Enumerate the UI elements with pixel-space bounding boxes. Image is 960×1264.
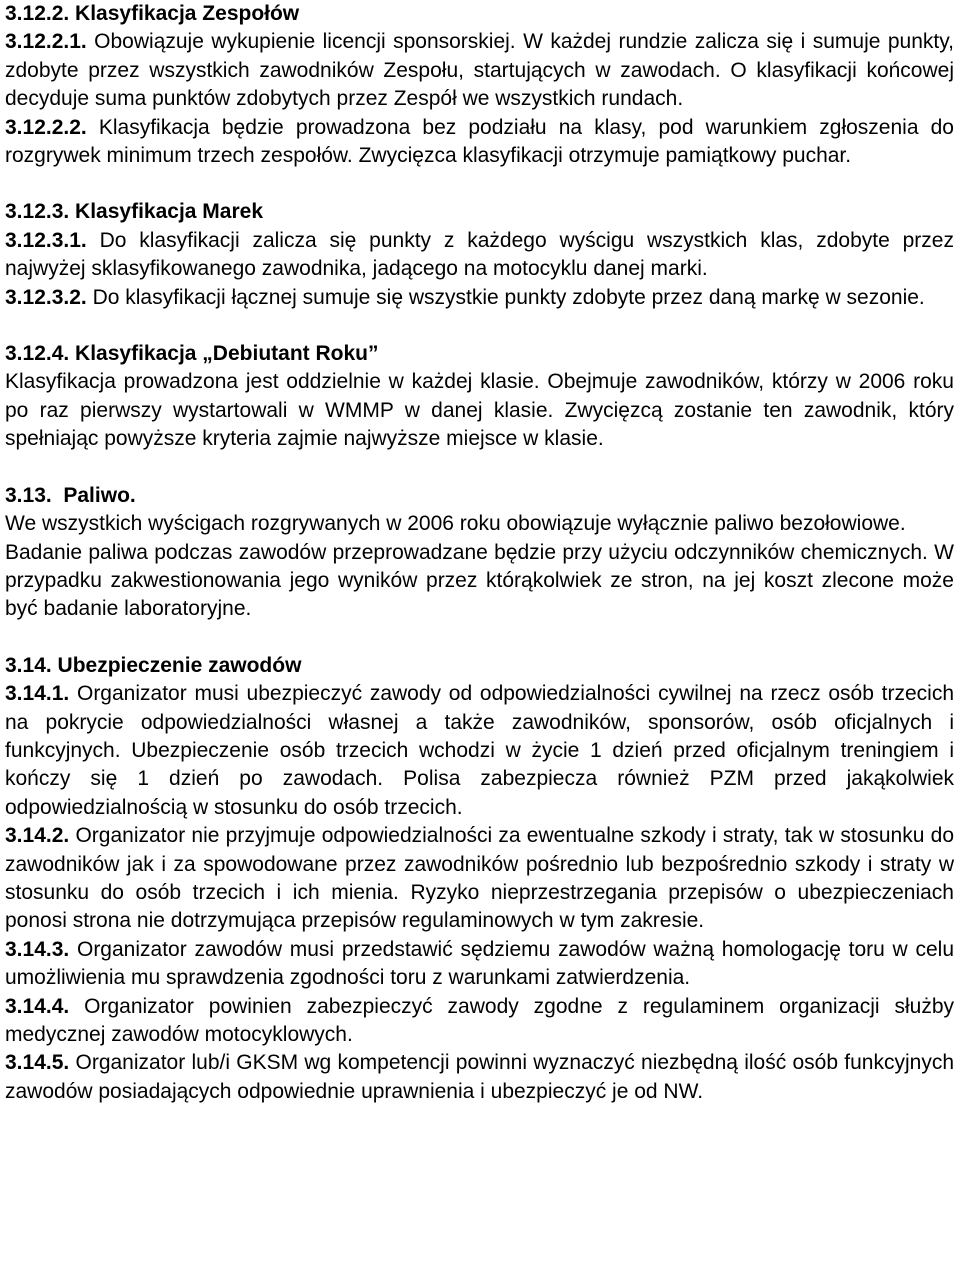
paragraph-3-14-3 [5, 936, 954, 993]
paragraph-number: 3.14.3. [5, 937, 70, 961]
paragraph-text: Organizator zawodów musi przedstawić sędziemu zawodów ważną homologację toru w celu umożliwienia mu sprawdzenia zgodności toru z warunkami zatwierdzenia. [5, 937, 954, 990]
paragraph-3-13-fuel: We wszystkich wyścigach rozgrywanych w 2006 roku obowiązuje wyłącznie paliwo bezołowiowe. [5, 512, 906, 536]
spacer [5, 454, 954, 482]
paragraph-3-13-testing: Badanie paliwa podczas zawodów przeprowadzane będzie przy użyciu odczynników chemicznych. W przypadku zakwestionowania jego wyników przez którąkolwiek ze stron, na jej koszt zlecone może być badanie laboratoryjne. [5, 540, 954, 621]
paragraph-number: 3.14.2. [5, 824, 70, 848]
paragraph-3-12-4: Klasyfikacja prowadzona jest oddzielnie w każdej klasie. Obejmuje zawodników, którzy w 2006 roku po raz pierwszy wystartowali w WMMP w danej klasie. Zwycięzcą zostanie ten zawodnik, który spełniając powyższe kryteria zajmie najwyższe miejsce w klasie. [5, 370, 954, 451]
section-3-13 [5, 482, 954, 624]
paragraph-text: Organizator powinien zabezpieczyć zawody zgodne z regulaminem organizacji służby medycznej zawodów motocyklowych. [5, 994, 954, 1046]
paragraph-text: Organizator nie przyjmuje odpowiedzialności za ewentualne szkody i straty, tak w stosunku do zawodników jak i za spowodowane przez zawodników pośrednio lub bezpośrednio szkody i straty w stosunku do osób trzecich i ich mienia. Ryzyko nieprzestrzegania przepisów o ubezpieczeniach ponosi strona nie dotrzymująca przepisów regulaminowych w tym zakresie. [5, 824, 954, 933]
section-3-12-2 [5, 0, 954, 170]
paragraph-number: 3.12.2.2. [5, 115, 87, 139]
section-heading: 3.12.4. Klasyfikacja „Debiutant Roku” [5, 342, 379, 366]
section-heading: 3.13. Paliwo. [5, 483, 136, 507]
paragraph-text: Organizator lub/i GKSM wg kompetencji powinni wyznaczyć niezbędną ilość osób funkcyjnych zawodów posiadających odpowiednie uprawnienia i ubezpieczyć je od NW. [5, 1051, 954, 1103]
paragraph-3-12-2-1 [5, 28, 954, 113]
paragraph-3-12-2-2 [5, 114, 954, 171]
section-3-12-4 [5, 340, 954, 454]
paragraph-text: Organizator musi ubezpieczyć zawody od odpowiedzialności cywilnej na rzecz osób trzecich na pokrycie odpowiedzialności własnej a także zawodników, sponsorów, osób oficjalnych i funkcyjnych. Ubezpieczenie osób trzecich wchodzi w życie 1 dzień przed oficjalnym treningiem i kończy się 1 dzień po zawodach. Polisa zabezpiecza również PZM przed jakąkolwiek odpowiedzialnością w stosunku do osób trzecich. [5, 682, 954, 819]
paragraph-number: 3.12.2.1. [5, 30, 87, 54]
paragraph-number: 3.12.3.1. [5, 228, 87, 252]
section-heading: 3.12.2. Klasyfikacja Zespołów [5, 2, 300, 25]
paragraph-3-14-4 [5, 993, 954, 1050]
paragraph-3-14-5 [5, 1049, 954, 1106]
spacer [5, 624, 954, 652]
paragraph-3-14-2 [5, 822, 954, 936]
paragraph-number: 3.14.1. [5, 682, 70, 706]
paragraph-text: Do klasyfikacji łącznej sumuje się wszystkie punkty zdobyte przez daną markę w sezonie. [92, 285, 925, 309]
paragraph-3-12-3-1 [5, 227, 954, 284]
paragraph-number: 3.14.4. [5, 994, 70, 1018]
paragraph-text: Do klasyfikacji zalicza się punkty z każdego wyścigu wszystkich klas, zdobyte przez najwyżej sklasyfikowanego zawodnika, jadącego na motocyklu danej marki. [5, 228, 954, 281]
section-heading: 3.14. Ubezpieczenie zawodów [5, 653, 302, 677]
section-3-14 [5, 652, 954, 1107]
paragraph-3-12-3-2 [5, 284, 954, 312]
paragraph-text: Klasyfikacja będzie prowadzona bez podziału na klasy, pod warunkiem zgłoszenia do rozgrywek minimum trzech zespołów. Zwycięzca klasyfikacji otrzymuje pamiątkowy puchar. [5, 115, 954, 168]
paragraph-number: 3.12.3.2. [5, 285, 87, 309]
paragraph-number: 3.14.5. [5, 1051, 70, 1075]
section-3-12-3 [5, 198, 954, 312]
section-heading: 3.12.3. Klasyfikacja Marek [5, 200, 264, 224]
spacer [5, 170, 954, 198]
paragraph-3-14-1 [5, 680, 954, 822]
paragraph-text: Obowiązuje wykupienie licencji sponsorskiej. W każdej rundzie zalicza się i sumuje punkty, zdobyte przez wszystkich zawodników Zespołu, startujących w zawodach. O klasyfikacji końcowej decyduje suma punktów zdobytych przez Zespół we wszystkich rundach. [5, 30, 954, 111]
spacer [5, 312, 954, 340]
